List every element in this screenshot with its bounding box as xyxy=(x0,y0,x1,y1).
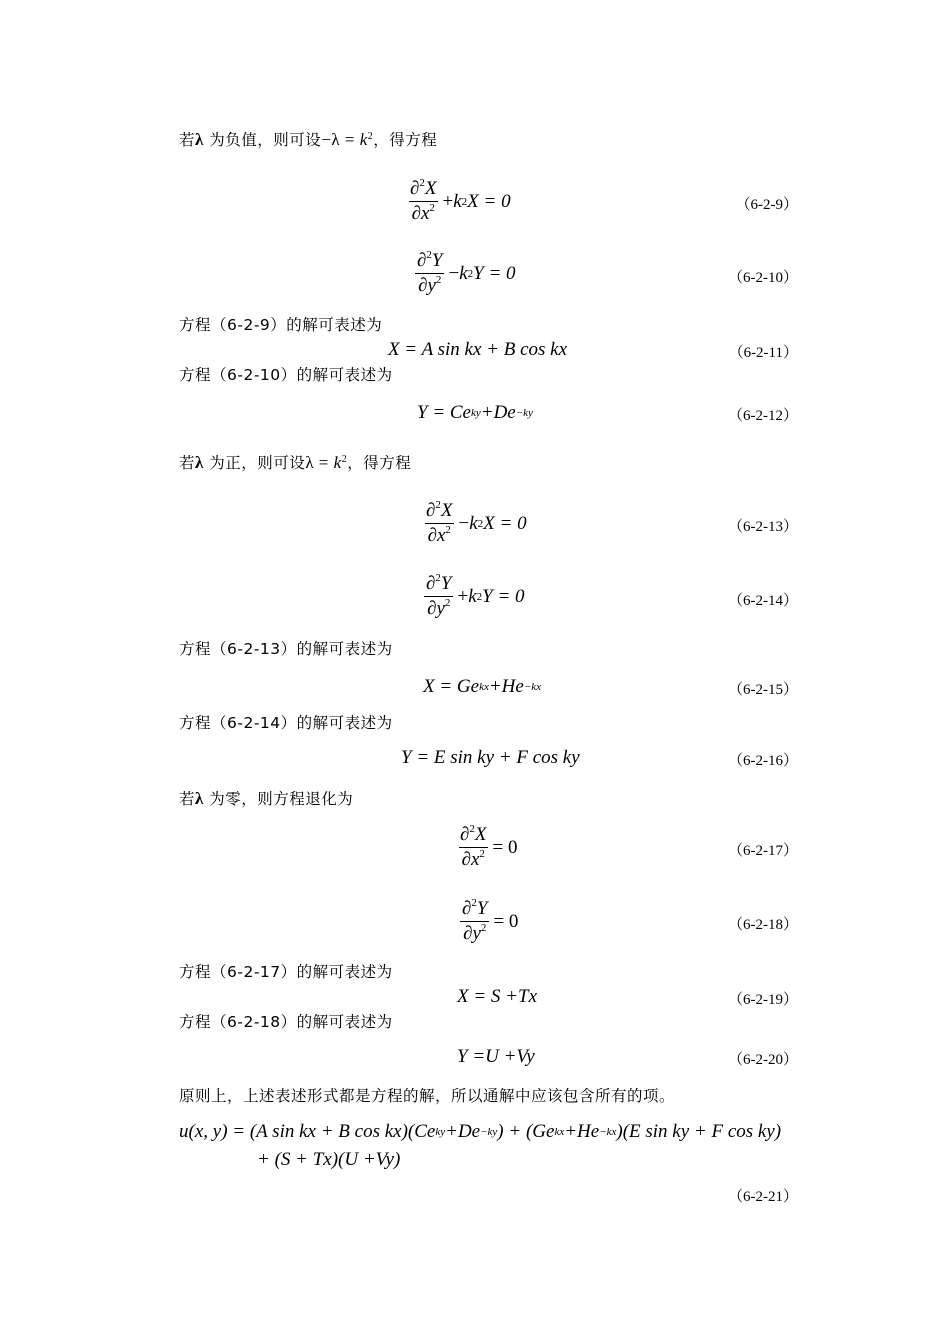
fraction xyxy=(407,178,440,225)
equation-text: Y =U +Vy xyxy=(457,1046,535,1067)
eq-part: + (S + Tx)(U +Vy) xyxy=(257,1149,401,1170)
variable: Y xyxy=(476,898,488,919)
denominator: ∂y xyxy=(463,923,481,944)
paragraph-solution-6-2-10: 方程（6-2-10）的解可表述为 xyxy=(179,366,393,384)
equation-number: （6-2-20） xyxy=(728,1052,798,1068)
denominator: ∂x xyxy=(411,203,430,224)
variable: X xyxy=(474,824,487,845)
equation-rest: X = 0 xyxy=(483,512,527,534)
equation-6-2-14: $\frac{\partial^2Y}{\partial y^2}$ + k 2 Y = 0 xyxy=(423,573,525,620)
inline-exponent: 2 xyxy=(367,131,374,142)
paragraph-solution-6-2-17: 方程（6-2-17）的解可表述为 xyxy=(179,963,393,981)
variable: Y xyxy=(440,573,452,594)
text-mid: 为正，则可设 xyxy=(203,454,306,472)
exponent: 2 xyxy=(426,249,432,261)
equation-6-2-9: $\frac{\partial^2X}{\partial x^2}$ + k 2 X = 0 xyxy=(407,178,511,225)
inline-formula: −λ = xyxy=(321,130,360,149)
paragraph-lambda-positive xyxy=(179,453,411,473)
fraction xyxy=(459,898,490,945)
equation-6-2-18 xyxy=(459,898,518,945)
lambda-symbol: λ xyxy=(195,130,204,149)
equation-number: （6-2-12） xyxy=(728,408,798,424)
eq-part: )(E sin ky + F cos ky) xyxy=(616,1121,782,1142)
equation-6-2-21-line1 xyxy=(179,1121,781,1143)
partial-symbol: ∂ xyxy=(460,824,470,845)
equation-6-2-20 xyxy=(457,1046,535,1068)
exponent: 2 xyxy=(479,848,485,860)
inline-formula: λ = xyxy=(305,453,334,472)
equation-6-2-16 xyxy=(401,747,580,769)
exponent: 2 xyxy=(471,897,477,909)
inline-k: k xyxy=(333,453,342,472)
exponent: kx xyxy=(554,1126,565,1138)
text-prefix: 若 xyxy=(179,454,196,472)
exponent: ky xyxy=(435,1126,446,1138)
variable: X xyxy=(424,178,437,199)
lambda-symbol: λ xyxy=(195,453,204,472)
eq-part: ) + (Ge xyxy=(497,1121,555,1142)
equation-rest: X = 0 xyxy=(467,190,511,212)
equation-text: Y = E sin ky + F cos ky xyxy=(401,747,580,768)
exponent: 2 xyxy=(435,572,441,584)
equation-rest: = 0 xyxy=(492,836,518,858)
equation-mid: +De xyxy=(480,402,516,423)
equation-number: （6-2-14） xyxy=(728,593,798,609)
equation-number: （6-2-10） xyxy=(728,270,798,286)
equation-lhs: Y = Ce xyxy=(417,402,471,423)
equation-6-2-10: $\frac{\partial^2Y}{\partial y^2}$ − k 2 Y = 0 xyxy=(414,250,516,297)
exponent: −kx xyxy=(599,1126,617,1138)
exponent: kx xyxy=(479,681,489,693)
paragraph-general-solution: 原则上，上述表述形式都是方程的解，所以通解中应该包含所有的项。 xyxy=(179,1087,676,1105)
paragraph-solution-6-2-9: 方程（6-2-9）的解可表述为 xyxy=(179,316,383,334)
equation-6-2-17 xyxy=(457,824,517,871)
k-var: k xyxy=(468,585,477,607)
equation-6-2-21-line2 xyxy=(257,1149,400,1171)
equation-number: （6-2-13） xyxy=(728,519,798,535)
exponent: 2 xyxy=(429,202,435,214)
k-var: k xyxy=(453,190,462,212)
fraction xyxy=(423,573,454,620)
k-var: k xyxy=(459,262,468,284)
exponent: 2 xyxy=(435,274,442,286)
fraction xyxy=(414,250,445,297)
fraction xyxy=(457,824,490,871)
inline-exponent: 2 xyxy=(341,454,348,465)
eq-part: u(x, y) = (A sin kx + B cos kx)(Ce xyxy=(179,1121,436,1142)
text-prefix: 若 xyxy=(179,131,196,149)
paragraph-lambda-zero xyxy=(179,789,353,809)
equation-number: （6-2-17） xyxy=(728,843,798,859)
paragraph-solution-6-2-13: 方程（6-2-13）的解可表述为 xyxy=(179,640,393,658)
text-prefix: 若 xyxy=(179,790,196,808)
operator: − xyxy=(448,262,460,284)
equation-lhs: X = Ge xyxy=(423,676,480,697)
operator: + xyxy=(442,190,454,212)
exponent: −kx xyxy=(523,681,542,693)
exponent: 2 xyxy=(419,177,425,189)
equation-mid: +He xyxy=(488,676,524,697)
equation-text: X = A sin kx + B cos kx xyxy=(388,339,568,360)
partial-symbol: ∂ xyxy=(462,898,472,919)
equation-6-2-13: $\frac{\partial^2X}{\partial x^2}$ − k 2 X = 0 xyxy=(423,500,527,547)
exponent: 2 xyxy=(444,597,451,609)
eq-part: +De xyxy=(445,1121,481,1142)
equation-6-2-12 xyxy=(417,402,533,424)
lambda-symbol: λ xyxy=(195,789,204,808)
equation-rest: Y = 0 xyxy=(473,262,516,284)
equation-number: （6-2-18） xyxy=(728,917,798,933)
equation-number: （6-2-19） xyxy=(728,992,798,1008)
exponent: −ky xyxy=(515,407,533,419)
denominator: ∂x xyxy=(461,849,480,870)
k-var: k xyxy=(469,512,478,534)
equation-number: （6-2-11） xyxy=(728,345,798,361)
text-mid: 为负值，则可设 xyxy=(203,131,322,149)
exponent: ky xyxy=(471,407,481,419)
text-suffix: ，得方程 xyxy=(373,131,438,149)
equation-text: X = S +Tx xyxy=(457,986,537,1007)
equation-number: （6-2-15） xyxy=(728,682,798,698)
denominator: ∂y xyxy=(427,598,445,619)
paragraph-solution-6-2-18: 方程（6-2-18）的解可表述为 xyxy=(179,1013,393,1031)
exponent: 2 xyxy=(469,823,475,835)
operator: − xyxy=(458,512,470,534)
equation-number: （6-2-16） xyxy=(728,753,798,769)
exponent: 2 xyxy=(480,922,487,934)
equation-rest: = 0 xyxy=(493,910,519,932)
fraction xyxy=(423,500,456,547)
variable: X xyxy=(440,500,453,521)
partial-symbol: ∂ xyxy=(410,178,420,199)
partial-symbol: ∂ xyxy=(426,500,436,521)
variable: Y xyxy=(431,250,443,271)
text-suffix: 为零，则方程退化为 xyxy=(203,790,354,808)
eq-part: +He xyxy=(564,1121,600,1142)
equation-6-2-15 xyxy=(423,676,541,698)
denominator: ∂y xyxy=(418,275,436,296)
equation-number: （6-2-9） xyxy=(735,197,798,213)
partial-symbol: ∂ xyxy=(417,250,427,271)
exponent: 2 xyxy=(435,499,441,511)
exponent: −ky xyxy=(480,1126,498,1138)
equation-6-2-19 xyxy=(457,986,537,1008)
denominator: ∂x xyxy=(427,525,446,546)
inline-k: k xyxy=(359,130,368,149)
partial-symbol: ∂ xyxy=(426,573,436,594)
paragraph-lambda-negative xyxy=(179,130,437,150)
exponent: 2 xyxy=(445,524,451,536)
equation-6-2-11 xyxy=(388,339,567,361)
text-suffix: ，得方程 xyxy=(347,454,412,472)
paragraph-solution-6-2-14: 方程（6-2-14）的解可表述为 xyxy=(179,714,393,732)
equation-number: （6-2-21） xyxy=(728,1189,798,1205)
operator: + xyxy=(457,585,469,607)
equation-rest: Y = 0 xyxy=(482,585,525,607)
